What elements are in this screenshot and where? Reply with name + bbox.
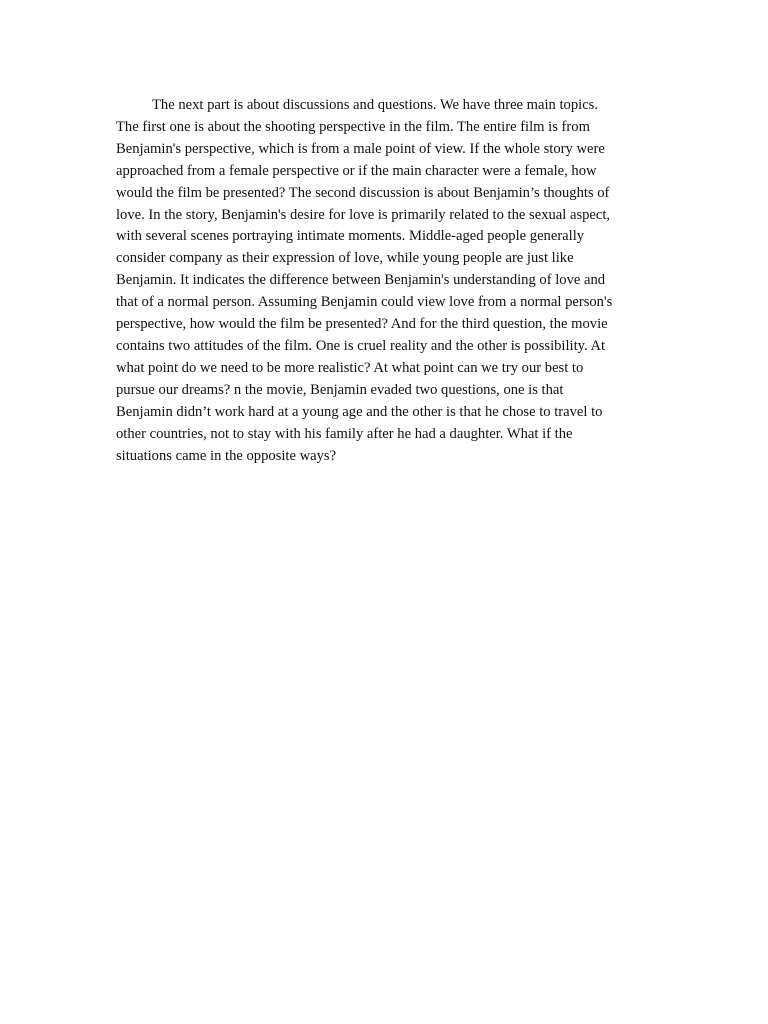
paragraph-line: perspective, how would the film be presented? And for the third question, the movie <box>116 316 608 333</box>
paragraph-line: The first one is about the shooting perspective in the film. The entire film is from <box>116 118 590 135</box>
paragraph-line: Benjamin. It indicates the difference between Benjamin's understanding of love and <box>116 272 606 289</box>
paragraph-line: approached from a female perspective or if the main character were a female, how <box>116 162 597 179</box>
paragraph-line: pursue our dreams? n the movie, Benjamin evaded two questions, one is that <box>116 381 564 398</box>
paragraph-line: love. In the story, Benjamin's desire for love is primarily related to the sexual aspect, <box>116 206 611 223</box>
paragraph-line: Benjamin's perspective, which is from a male point of view. If the whole story were <box>116 140 605 157</box>
paragraph-line: situations came in the opposite ways? <box>116 447 337 464</box>
paragraph-line: what point do we need to be more realistic? At what point can we try our best to <box>116 359 584 376</box>
paragraph-line: contains two attitudes of the film. One is cruel reality and the other is possibility. At <box>116 337 606 354</box>
paragraph-line: would the film be presented? The second discussion is about Benjamin’s thoughts of <box>116 184 610 201</box>
paragraph-line: consider company as their expression of love, while young people are just like <box>116 250 574 267</box>
paragraph-line: that of a normal person. Assuming Benjamin could view love from a normal person's <box>116 294 613 311</box>
body-paragraph <box>116 95 652 467</box>
paragraph-line: other countries, not to stay with his family after he had a daughter. What if the <box>116 425 573 442</box>
paragraph-line: Benjamin didn’t work hard at a young age and the other is that he chose to travel to <box>116 403 603 420</box>
paragraph-line: with several scenes portraying intimate moments. Middle-aged people generally <box>116 228 585 245</box>
paragraph-line: The next part is about discussions and questions. We have three main topics. <box>152 97 599 113</box>
